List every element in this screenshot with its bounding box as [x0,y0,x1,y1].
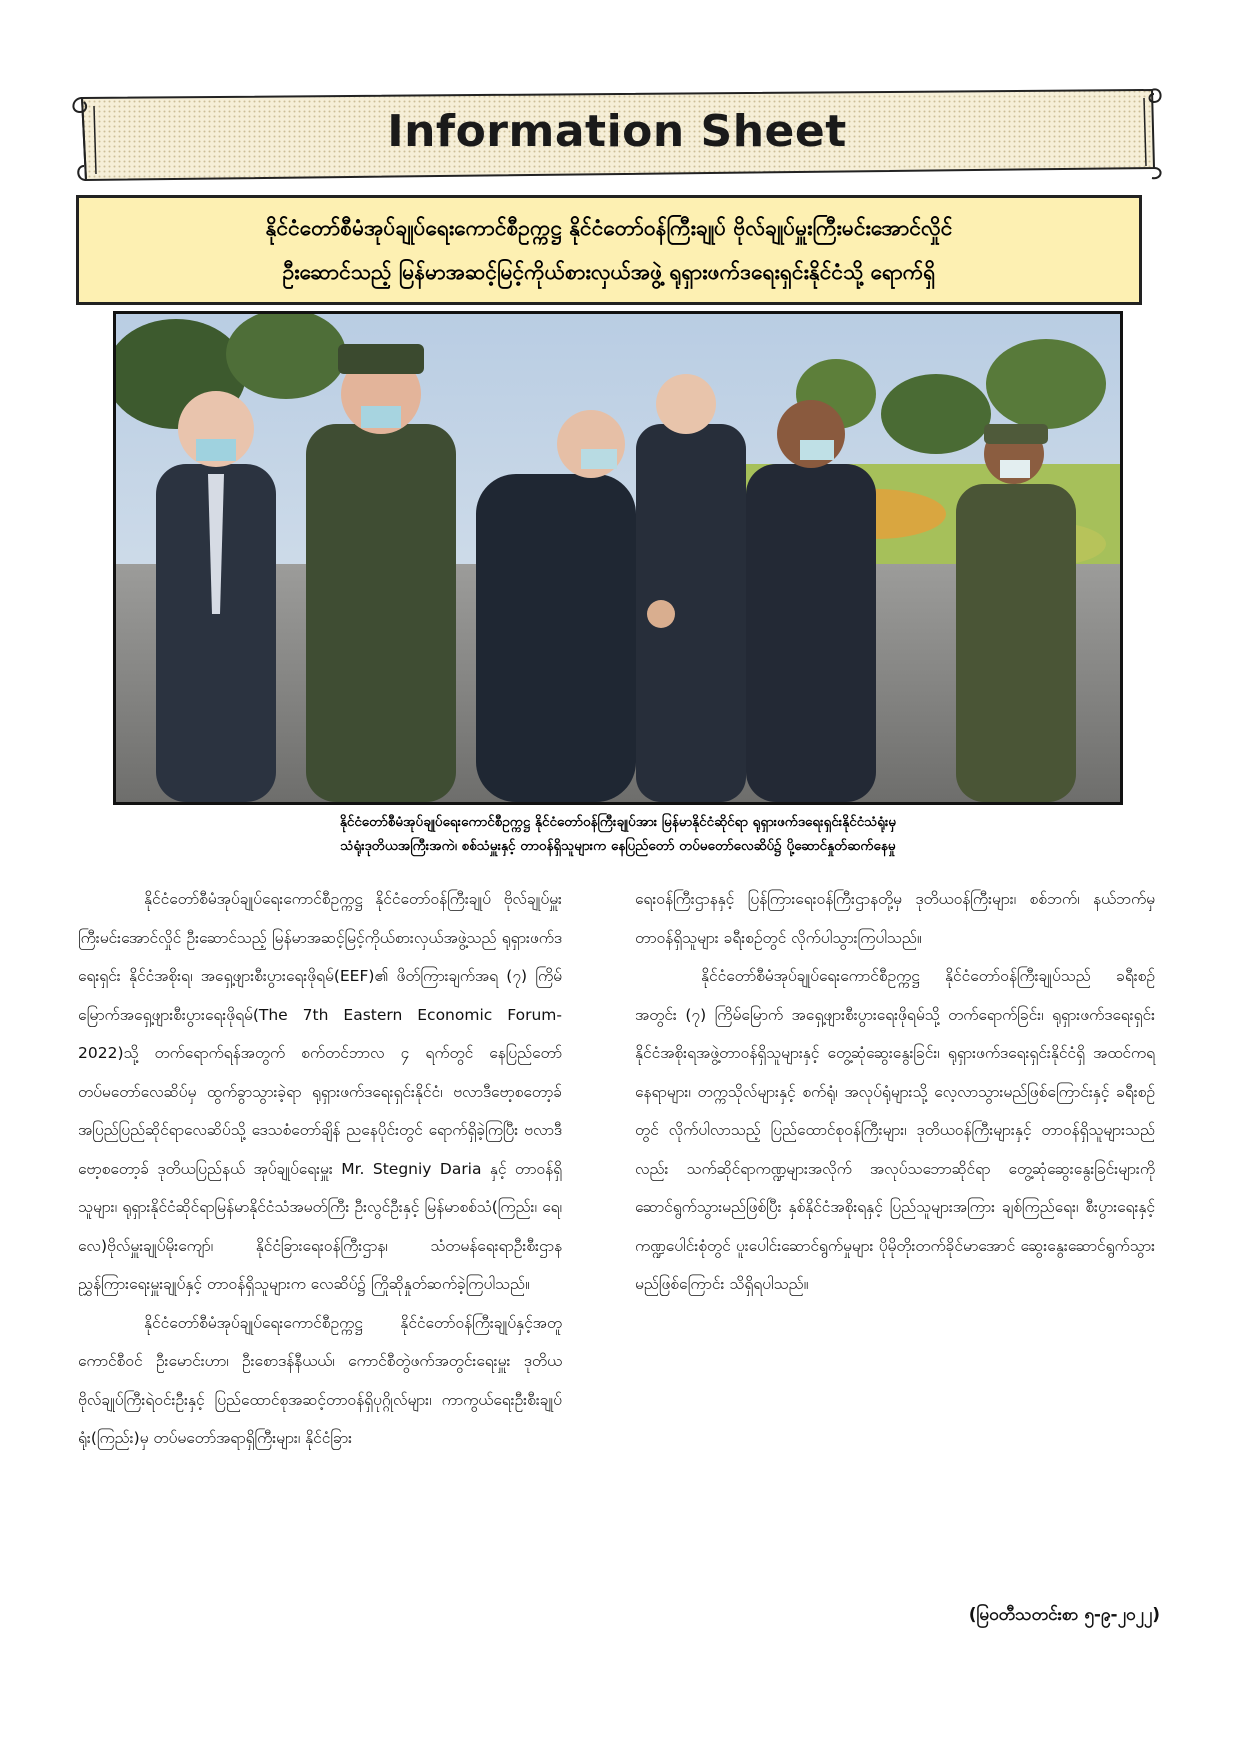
headline-line-1: နိုင်ငံတော်စီမံအုပ်ချုပ်ရေးကောင်စီဥက္ကဋ္ဌ နိုင်ငံတော်ဝန်ကြီးချုပ် ဗိုလ်ချုပ်မှူးကြီးမင်းအောင်လှိုင် [265,216,953,240]
article-paragraph: နိုင်ငံတော်စီမံအုပ်ချုပ်ရေးကောင်စီဥက္ကဋ္ဌ နိုင်ငံတော်ဝန်ကြီးချုပ်သည် ခရီးစဉ်အတွင်း (၇) ကြိမ်မြောက် အရှေ့ဖျားစီးပွားရေးဖိုရမ်သို့ တက်ရောက်ခြင်း၊ ရုရှားဖက်ဒရေးရှင်းနိုင်ငံအစိုးရအဖွဲ့တာဝန်ရှိသူများနှင့် တွေ့ဆုံဆွေးနွေးခြင်း၊ ရုရှားဖက်ဒရေးရှင်းနိုင်ငံရှိ အထင်ကရနေရာများ၊ တက္ကသိုလ်များနှင့် စက်ရုံ၊ အလုပ်ရုံများသို့ လေ့လာသွားမည်ဖြစ်ကြောင်းနှင့် ခရီးစဉ်တွင် လိုက်ပါလာသည့် ပြည်ထောင်စုဝန်ကြီးများ၊ ဒုတိယဝန်ကြီးများနှင့် တာဝန်ရှိသူများသည်လည်း သက်ဆိုင်ရာကဏ္ဍများအလိုက် အလုပ်သဘောဆိုင်ရာ တွေ့ဆုံဆွေးနွေးခြင်းများကို ဆောင်ရွက်သွားမည်ဖြစ်ပြီး နှစ်နိုင်ငံအစိုးရနှင့် ပြည်သူများအကြား ချစ်ကြည်ရေး၊ စီးပွားရေးနှင့် ကဏ္ဍပေါင်းစုံတွင် ပူးပေါင်းဆောင်ရွက်မှုများ ပိုမိုတိုးတက်ခိုင်မာအောင် ဆွေးနွေးဆောင်ရွက်သွားမည်ဖြစ်ကြောင်း သိရှိရပါသည်။ [635,967,1155,1293]
title-banner [72,84,1162,184]
source-citation: (မြဝတီသတင်းစာ ၅-၉-၂၀၂၂) [968,1605,1160,1625]
article-column-left [78,880,562,1458]
caption-line-2: သံရုံးဒုတိယအကြီးအကဲ၊ စစ်သံမှူးနှင့် တာဝန်ရှိသူများက နေပြည်တော် တပ်မတော်လေဆိပ်၌ ပို့ဆောင်နှုတ်ဆက်နေမှု [340,838,896,854]
photo-caption [113,810,1123,858]
news-photo [113,311,1123,805]
page-title: Information Sheet [387,106,847,157]
article-paragraph: နိုင်ငံတော်စီမံအုပ်ချုပ်ရေးကောင်စီဥက္ကဋ္ဌ နိုင်ငံတော်ဝန်ကြီးချုပ်နှင့်အတူ ကောင်စီဝင် ဦးမောင်းဟာ၊ ဦးစောဒန်နီယယ်၊ ကောင်စီတွဲဖက်အတွင်းရေးမှူး ဒုတိယဗိုလ်ချုပ်ကြီးရဲဝင်းဦးနှင့် ပြည်ထောင်စုအဆင့်တာဝန်ရှိပုဂ္ဂိုလ်များ၊ ကာကွယ်ရေးဦးစီးချုပ်ရုံး(ကြည်း)မှ တပ်မတော်အရာရှိကြီးများ၊ နိုင်ငံခြား [78,1313,562,1447]
article-column-right [635,880,1155,1304]
headline-line-2: ဦးဆောင်သည့် မြန်မာအဆင့်မြင့်ကိုယ်စားလှယ်အဖွဲ့ ရုရှားဖက်ဒရေးရှင်းနိုင်ငံသို့ ရောက်ရှိ [282,260,936,284]
article-paragraph: ရေးဝန်ကြီးဌာနနှင့် ပြန်ကြားရေးဝန်ကြီးဌာနတို့မှ ဒုတိယဝန်ကြီးများ၊ စစ်ဘက်၊ နယ်ဘက်မှ တာဝန်ရှိသူများ ခရီးစဉ်တွင် လိုက်ပါသွားကြပါသည်။ [635,890,1155,947]
headline-box [76,195,1142,305]
caption-line-1: နိုင်ငံတော်စီမံအုပ်ချုပ်ရေးကောင်စီဥက္ကဋ္ဌ နိုင်ငံတော်ဝန်ကြီးချုပ်အား မြန်မာနိုင်ငံဆိုင်ရာ ရုရှားဖက်ဒရေးရှင်းနိုင်ငံသံရုံးမှ [339,814,897,830]
article-paragraph: နိုင်ငံတော်စီမံအုပ်ချုပ်ရေးကောင်စီဥက္ကဋ္ဌ နိုင်ငံတော်ဝန်ကြီးချုပ် ဗိုလ်ချုပ်မှူးကြီးမင်းအောင်လှိုင် ဦးဆောင်သည့် မြန်မာအဆင့်မြင့်ကိုယ်စားလှယ်အဖွဲ့သည် ရုရှားဖက်ဒရေးရှင်း နိုင်ငံအစိုးရ၊ အရှေ့ဖျားစီးပွားရေးဖိုရမ်(EEF)၏ ဖိတ်ကြားချက်အရ (၇) ကြိမ်မြောက်အရှေ့ဖျားစီးပွားရေးဖိုရမ်(The 7th Eastern Economic Forum-2022)သို့ တက်ရောက်ရန်အတွက် စက်တင်ဘာလ ၄ ရက်တွင် နေပြည်တော် တပ်မတော်လေဆိပ်မှ ထွက်ခွာသွားခဲ့ရာ ရုရှားဖက်ဒရေးရှင်းနိုင်ငံ၊ ဗလာဒီဗော့စတော့ခ် အပြည်ပြည်ဆိုင်ရာလေဆိပ်သို့ ဒေသစံတော်ချိန် ညနေပိုင်းတွင် ရောက်ရှိခဲ့ကြပြီး ဗလာဒီဗော့စတော့ခ် ဒုတိယပြည်နယ် အုပ်ချုပ်ရေးမှူး Mr. Stegniy Daria နှင့် တာဝန်ရှိသူများ၊ ရုရှားနိုင်ငံဆိုင်ရာမြန်မာနိုင်ငံသံအမတ်ကြီး ဦးလွင်ဦးနှင့် မြန်မာစစ်သံ(ကြည်း၊ ရေ၊ လေ)ဗိုလ်မှူးချုပ်မိုးကျော်၊ နိုင်ငံခြားရေးဝန်ကြီးဌာန၊ သံတမန်ရေးရာဦးစီးဌာန ညွှန်ကြားရေးမှူးချုပ်နှင့် တာဝန်ရှိသူများက လေဆိပ်၌ ကြိုဆိုနှုတ်ဆက်ခဲ့ကြပါသည်။ [78,890,562,1293]
handshake-photo-illustration [116,314,1120,802]
